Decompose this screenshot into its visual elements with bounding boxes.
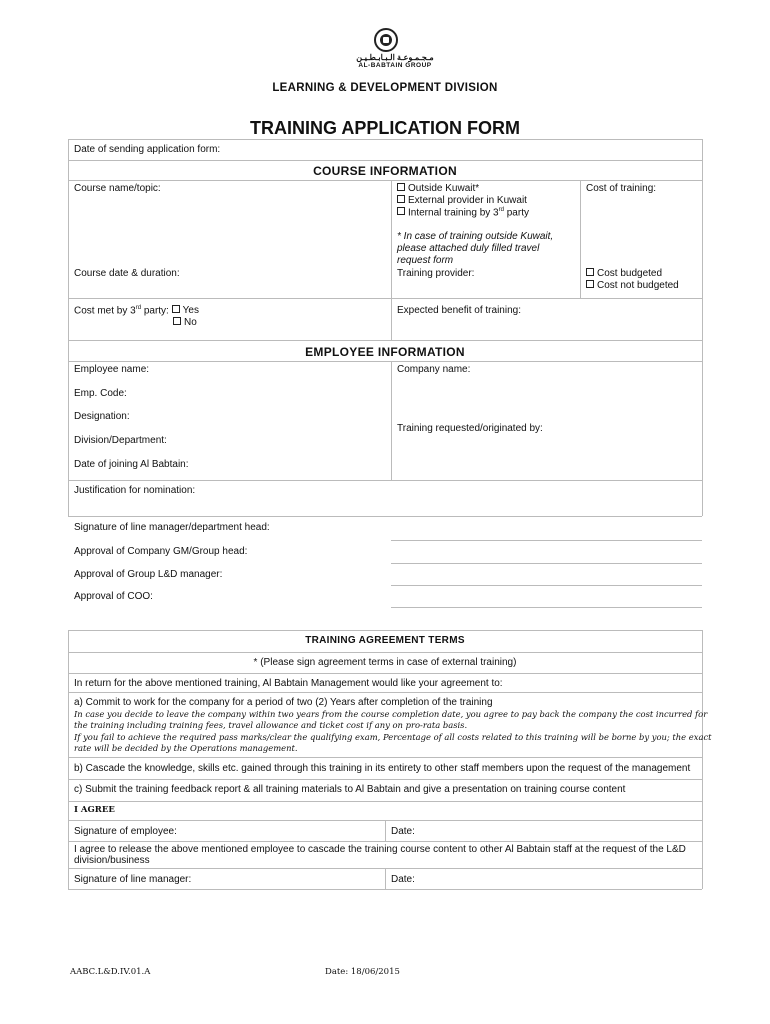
course-information-heading: COURSE INFORMATION xyxy=(313,164,457,178)
signature-line[interactable] xyxy=(391,563,702,564)
ld-manager-approval-label: Approval of Group L&D manager: xyxy=(74,569,223,580)
line-manager-date-label[interactable]: Date: xyxy=(391,874,415,885)
checkbox-icon xyxy=(586,268,594,276)
course-name-label: Course name/topic: xyxy=(74,183,161,194)
line-manager-signature-agreement-label[interactable]: Signature of line manager: xyxy=(74,874,192,885)
document-code: AABC.L&D.IV.01.A xyxy=(70,967,151,977)
agreement-terms-heading: TRAINING AGREEMENT TERMS xyxy=(305,635,465,646)
checkbox-icon xyxy=(586,280,594,288)
option-outside-kuwait[interactable]: Outside Kuwait* xyxy=(397,183,479,194)
checkbox-icon xyxy=(172,305,180,313)
option-cost-not-budgeted[interactable]: Cost not budgeted xyxy=(586,280,679,291)
checkbox-icon xyxy=(397,207,405,215)
course-date-label: Course date & duration: xyxy=(74,268,180,279)
employee-signature-label[interactable]: Signature of employee: xyxy=(74,826,177,837)
cost-met-third-party: Cost met by 3rd party: Yes xyxy=(74,305,199,317)
term-b: b) Cascade the knowledge, skills etc. gained through this training in its entirety to other staff members upon the request of the management xyxy=(74,763,691,774)
option-cost-budgeted[interactable]: Cost budgeted xyxy=(586,268,662,279)
logo-emblem-icon xyxy=(374,28,398,52)
line-manager-signature-label: Signature of line manager/department head: xyxy=(74,522,270,533)
training-provider-label: Training provider: xyxy=(397,268,475,279)
checkbox-icon xyxy=(397,195,405,203)
division-heading: LEARNING & DEVELOPMENT DIVISION xyxy=(272,82,498,94)
checkbox-icon xyxy=(173,317,181,325)
employee-information-heading: EMPLOYEE INFORMATION xyxy=(305,345,465,359)
agreement-subheading: * (Please sign agreement terms in case of external training) xyxy=(253,657,517,668)
i-agree-label: I AGREE xyxy=(74,805,115,815)
checkbox-icon xyxy=(397,183,405,191)
signature-line[interactable] xyxy=(391,540,702,541)
term-a-note-4: rate will be decided by the Operations management. xyxy=(74,743,298,753)
term-a-note-2: the training including training fees, travel allowance and ticket cost if any on pro-rata basis. xyxy=(74,720,468,730)
document-date: Date: 18/06/2015 xyxy=(325,967,400,977)
outside-kuwait-note-3: request form xyxy=(397,255,454,266)
designation-label: Designation: xyxy=(74,411,130,422)
expected-benefit-label: Expected benefit of training: xyxy=(397,305,521,316)
signature-line[interactable] xyxy=(391,607,702,608)
date-sending-label: Date of sending application form: xyxy=(74,144,221,155)
logo-arabic-text: مـجـمـوعـة الـبـابـطـيـن xyxy=(356,53,434,62)
release-statement-line-2: division/business xyxy=(74,855,150,866)
outside-kuwait-note-1: * In case of training outside Kuwait, xyxy=(397,231,554,242)
justification-label: Justification for nomination: xyxy=(74,485,196,496)
term-a: a) Commit to work for the company for a period of two (2) Years after completion of the training xyxy=(74,697,493,708)
employee-date-label[interactable]: Date: xyxy=(391,826,415,837)
release-statement-line-1: I agree to release the above mentioned employee to cascade the training course content to other Al Babtain staff at the request of the L&D xyxy=(74,844,686,855)
term-a-note-1: In case you decide to leave the company within two years from the course completion date, you agree to pay back the company the cost incurred for xyxy=(74,709,708,719)
term-c: c) Submit the training feedback report & all training materials to Al Babtain and give a presentation on training course content xyxy=(74,784,626,795)
company-name-label: Company name: xyxy=(397,364,471,375)
employee-name-label: Employee name: xyxy=(74,364,150,375)
logo-english-text: AL-BABTAIN GROUP xyxy=(358,62,432,69)
signature-line[interactable] xyxy=(391,585,702,586)
coo-approval-label: Approval of COO: xyxy=(74,591,153,602)
gm-approval-label: Approval of Company GM/Group head: xyxy=(74,546,248,557)
option-internal-training[interactable]: Internal training by 3rd party xyxy=(397,207,529,218)
cost-of-training-label: Cost of training: xyxy=(586,183,657,194)
option-external-provider[interactable]: External provider in Kuwait xyxy=(397,195,527,206)
joining-date-label: Date of joining Al Babtain: xyxy=(74,459,189,470)
form-title: TRAINING APPLICATION FORM xyxy=(250,118,520,138)
term-a-note-3: If you fail to achieve the required pass marks/clear the qualifying exam, Percentage of all costs related to this training will be borne by you; the exact xyxy=(74,732,712,742)
option-no[interactable]: No xyxy=(173,317,197,328)
emp-code-label: Emp. Code: xyxy=(74,388,127,399)
division-label: Division/Department: xyxy=(74,435,167,446)
requested-by-label: Training requested/originated by: xyxy=(397,423,543,434)
option-yes[interactable]: Yes xyxy=(172,305,199,316)
agreement-intro: In return for the above mentioned training, Al Babtain Management would like your agreement to: xyxy=(74,678,503,689)
outside-kuwait-note-2: please attached duly filled travel xyxy=(397,243,540,254)
company-logo xyxy=(356,28,434,74)
